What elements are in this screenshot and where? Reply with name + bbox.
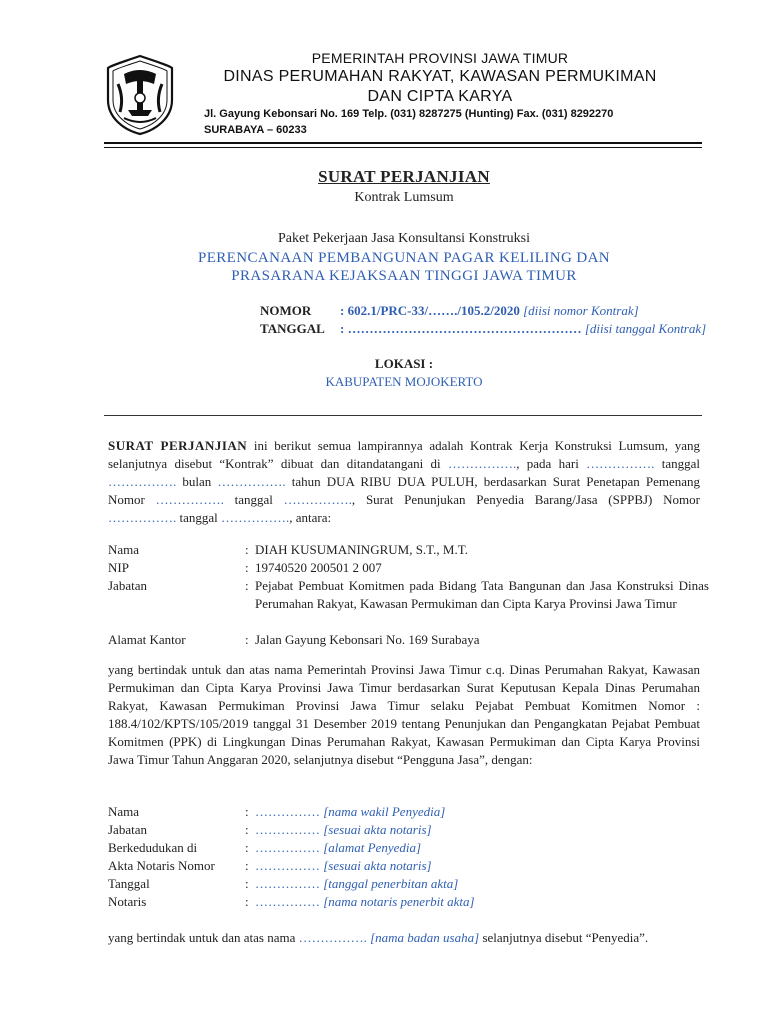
field-colon: : [245,840,249,855]
package-type: Paket Pekerjaan Jasa Konsultansi Konstruksi [278,231,530,246]
project-name-line1: PERENCANAAN PEMBANGUNAN PAGAR KELILING DAN [197,250,611,266]
field-colon: : [245,560,249,575]
field-hint: [tanggal penerbitan akta] [323,876,459,891]
field-value: 19740520 200501 2 007 [255,560,382,575]
blank-month: ……………. [217,474,286,489]
field-colon: : [245,542,249,557]
field-hint: [sesuai akta notaris] [323,858,432,873]
field-value: Jalan Gayung Kebonsari No. 169 Surabaya [255,632,480,647]
provider-text: yang bertindak untuk dan atas nama [108,930,299,945]
field-value: Pejabat Pembuat Komitmen pada Bidang Tata Bangunan dan Jasa Konstruksi Dinas Perumahan Rakyat, Kawasan Permukiman dan Cipta Karya Provinsi Jawa Timur [255,578,709,611]
blank-company: ……………. [298,930,367,945]
opening-text: , pada hari [516,456,587,471]
opening-text: tahun DUA RIBU DUA PULUH, berdasarkan Surat Penetapan Pemenang Nomor [108,474,700,507]
field-colon: : [245,822,249,837]
location-label: LOKASI : [374,356,434,371]
document-title: SURAT PERJANJIAN [318,167,490,186]
field-blank: …………… [255,894,320,909]
field-hint: [nama notaris penerbit akta] [323,894,475,909]
contract-number-value: : 602.1/PRC-33/……./105.2/2020 [340,303,520,318]
opening-text: tanggal [176,510,222,525]
letterhead-rule-thick [104,142,702,144]
field-label: Nama [108,804,140,819]
field-hint: [nama wakil Penyedia] [323,804,446,819]
letterhead-rule-thin [104,147,702,148]
contract-date-row [260,321,706,337]
blank-place: ……………. [447,456,517,471]
opening-text: , Surat Penunjukan Penyedia Barang/Jasa (SPPBJ) Nomor [351,492,700,507]
field-colon: : [245,804,249,819]
opening-lead: SURAT PERJANJIAN [108,438,248,453]
opening-paragraph [108,437,700,527]
field-label: Jabatan [108,822,147,837]
field-label: Berkedudukan di [108,840,198,855]
field-hint: [alamat Penyedia] [323,840,422,855]
blank-winner-number: ……………. [155,492,224,507]
field-label: Jabatan [108,578,147,593]
field-blank: …………… [255,840,320,855]
field-label: Nama [108,542,140,557]
field-label: NIP [108,560,129,575]
section-divider [104,415,702,416]
field-colon: : [245,578,249,593]
field-label: Alamat Kantor [108,632,186,647]
provider-paragraph [108,929,700,947]
location-value: KABUPATEN MOJOKERTO [325,374,483,389]
field-value: DIAH KUSUMANINGRUM, S.T., M.T. [255,542,468,557]
field-blank: …………… [255,822,320,837]
opening-text: bulan [176,474,218,489]
opening-text: ini berikut semua lampirannya adalah Kontrak Kerja Konstruksi Lumsum, yang selanjutnya disebut “Kontrak” dibuat dan ditandatangani di [108,438,700,471]
province-emblem-icon [104,54,176,136]
company-hint: [nama badan usaha] [366,930,480,945]
contract-number-row [260,303,639,319]
field-colon: : [245,632,249,647]
blank-sppbj-number: ……………. [108,510,177,525]
field-label: Notaris [108,894,147,909]
project-name-line2: PRASARANA KEJAKSAAN TINGGI JAWA TIMUR [231,268,577,284]
field-blank: …………… [255,804,320,819]
field-blank: …………… [255,876,320,891]
opening-text: tanggal [223,492,284,507]
contract-number-hint: [diisi nomor Kontrak] [523,303,639,318]
authority-paragraph: yang bertindak untuk dan atas nama Pemerintah Provinsi Jawa Timur c.q. Dinas Perumahan Rakyat, Kawasan Permukiman dan Cipta Karya Provinsi Jawa Timur berdasarkan Surat Keputusan Kepala Dinas Perumahan Rakyat, Kawasan Permukiman Provinsi Jawa Timur selaku Pejabat Pembuat Komitmen Nomor : 188.4/102/KPTS/105/2019 tanggal 31 Desember 2019 tentang Penunjukan dan Pengangkatan Pejabat Pembuat Komitmen (PPK) di Lingkungan Dinas Perumahan Rakyat, Kawasan Permukiman dan Cipta Karya Provinsi Jawa Timur Tahun Anggaran 2020, selanjutnya disebut “Pengguna Jasa”, dengan: [108,662,700,767]
opening-text: , antara: [289,510,332,525]
letterhead-agency-line2: DAN CIPTA KARYA [367,88,513,105]
document-subtitle: Kontrak Lumsum [354,190,454,205]
letterhead-city: SURABAYA – 60233 [204,124,307,136]
contract-number-label: NOMOR [260,303,312,318]
blank-day: ……………. [586,456,655,471]
contract-date-hint: [diisi tanggal Kontrak] [584,321,707,336]
blank-sppbj-date: ……………. [221,510,290,525]
field-colon: : [245,858,249,873]
letterhead-agency-line1: DINAS PERUMAHAN RAKYAT, KAWASAN PERMUKIMAN [223,68,657,85]
letterhead-address: Jl. Gayung Kebonsari No. 169 Telp. (031) 8287275 (Hunting) Fax. (031) 8292270 [204,108,614,120]
provider-text: selanjutnya disebut “Penyedia”. [479,930,649,945]
opening-text: tanggal [654,456,700,471]
field-colon: : [245,876,249,891]
field-label: Akta Notaris Nomor [108,858,215,873]
field-label: Tanggal [108,876,150,891]
field-hint: [sesuai akta notaris] [323,822,432,837]
contract-date-label: TANGGAL [260,321,325,336]
contract-date-value: : ……………………………………………… [340,321,582,336]
field-colon: : [245,894,249,909]
field-blank: …………… [255,858,320,873]
letterhead-government: PEMERINTAH PROVINSI JAWA TIMUR [311,50,569,66]
blank-winner-date: ……………. [283,492,352,507]
blank-date: ……………. [108,474,177,489]
